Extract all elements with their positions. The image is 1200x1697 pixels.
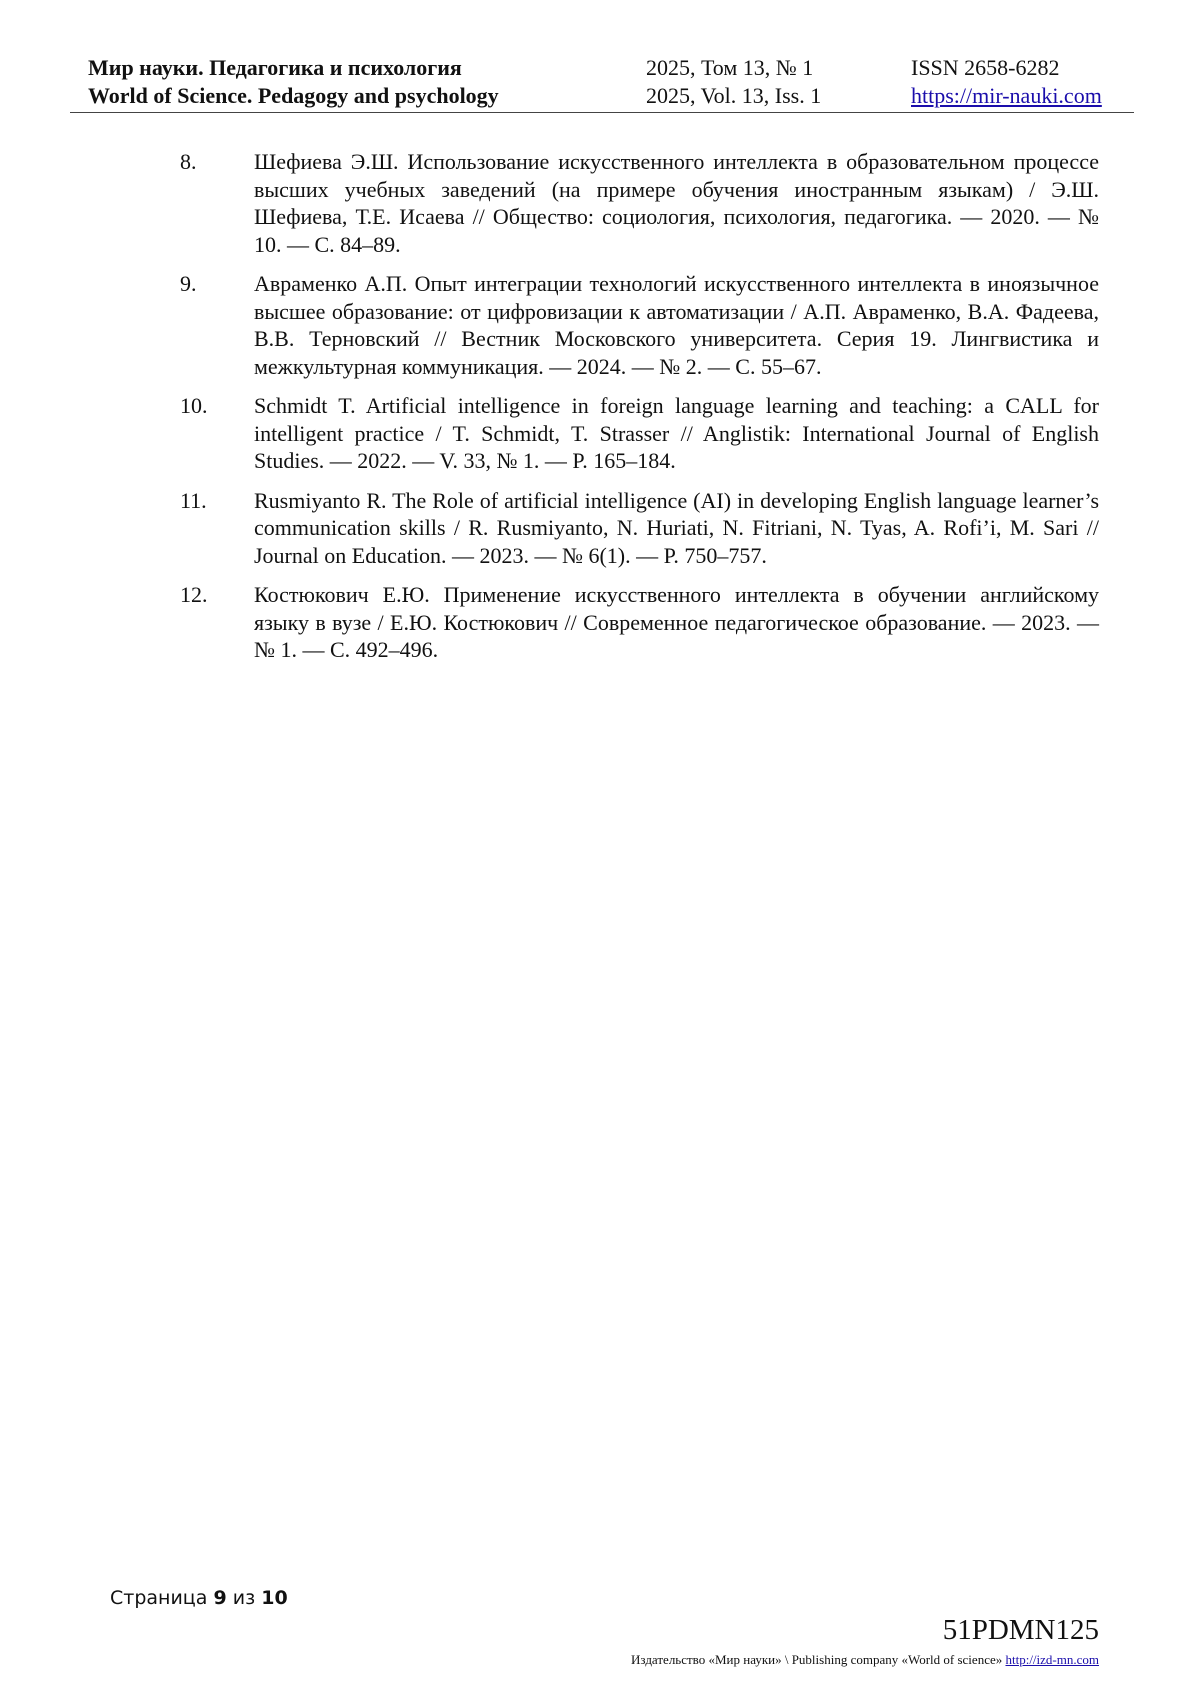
page-label: Страница — [110, 1587, 208, 1609]
issn: ISSN 2658-6282 — [911, 55, 1060, 80]
journal-header — [88, 54, 1120, 110]
reference-number: 8. — [180, 149, 197, 174]
page-current: 9 — [213, 1587, 227, 1609]
reference-text: Авраменко А.П. Опыт интеграции технологий искусственного интеллекта в иноязычное высшее образование: от цифровизации к автоматизации / А.П. Авраменко, В.А. Фадеева, В.В. Терновский // Вестник Московского университета. Серия 19. Лингвистика и межкультурная коммуникация. — 2024. — № 2. — С. 55–67. — [254, 271, 1099, 379]
reference-number: 10. — [180, 393, 208, 418]
journal-title-ru: Мир науки. Педагогика и психология — [88, 55, 462, 80]
reference-number: 12. — [180, 582, 208, 607]
page-of: из — [232, 1587, 256, 1609]
reference-text: Шефиева Э.Ш. Использование искусственного интеллекта в образовательном процессе высших учебных заведений (на примере обучения иностранным языкам) / Э.Ш. Шефиева, Т.Е. Исаева // Общество: социология, психология, педагогика. — 2020. — № 10. — С. 84–89. — [254, 149, 1099, 257]
reference-item — [180, 487, 1099, 570]
reference-number: 9. — [180, 271, 197, 296]
page-total: 10 — [261, 1587, 288, 1609]
reference-list — [180, 148, 1099, 676]
article-code: 51PDMN125 — [942, 1614, 1099, 1646]
publisher-line — [631, 1652, 1099, 1668]
header-row-en — [88, 82, 1120, 110]
reference-text: Костюкович Е.Ю. Применение искусственного интеллекта в обучении английскому языку в вузе / Е.Ю. Костюкович // Современное педагогическое образование. — 2023. — № 1. — С. 492–496. — [254, 582, 1099, 662]
reference-item — [180, 392, 1099, 475]
journal-url-link[interactable]: https://mir-nauki.com — [911, 83, 1102, 108]
header-row-ru — [88, 54, 1120, 82]
reference-item — [180, 581, 1099, 664]
header-divider — [70, 112, 1134, 113]
page-counter — [110, 1587, 288, 1609]
publisher-link[interactable]: http://izd-mn.com — [1005, 1652, 1099, 1667]
issue-en: 2025, Vol. 13, Iss. 1 — [646, 83, 822, 108]
reference-text: Rusmiyanto R. The Role of artificial intelligence (AI) in developing English language learner’s communication skills / R. Rusmiyanto, N. Huriati, N. Fitriani, N. Tyas, A. Rofi’i, M. Sari // Journal on Education. — 2023. — № 6(1). — P. 750–757. — [254, 487, 1099, 568]
reference-number: 11. — [180, 487, 207, 513]
issue-ru: 2025, Том 13, № 1 — [646, 55, 814, 80]
publisher-text: Издательство «Мир науки» \ Publishing company «World of science» — [631, 1652, 1003, 1667]
journal-title-en: World of Science. Pedagogy and psychology — [88, 83, 499, 108]
reference-item — [180, 270, 1099, 380]
reference-text: Schmidt T. Artificial intelligence in foreign language learning and teaching: a CALL for intelligent practice / T. Schmidt, T. Strasser // Anglistik: International Journal of English Studies. — 2022. — V. 33, № 1. — P. 165–184. — [254, 393, 1099, 473]
reference-item — [180, 148, 1099, 258]
